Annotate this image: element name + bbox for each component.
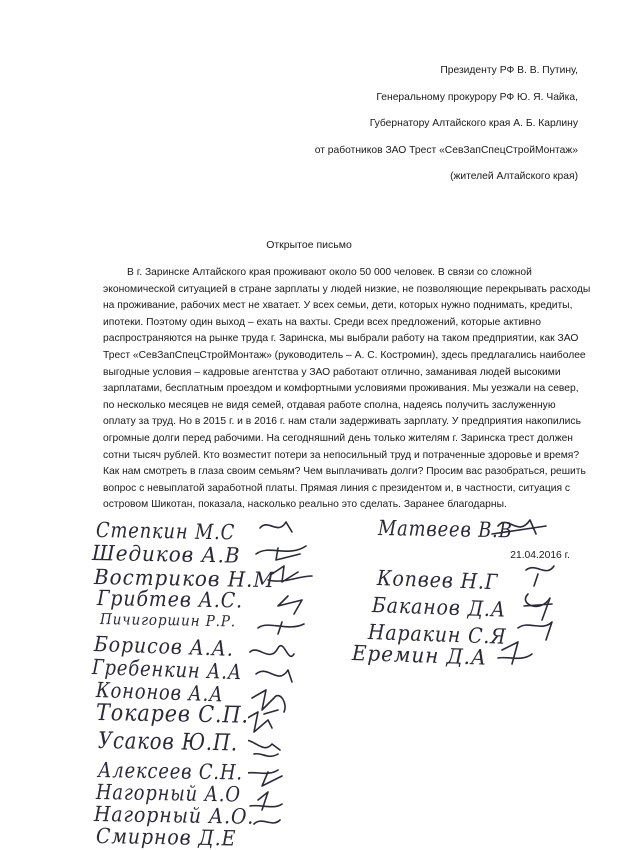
signature-name: Пичигоршин Р.Р. [99,610,237,631]
signature-name: Кононов А.А [95,678,225,707]
signature-name: Еремин Д.А [351,641,488,670]
signature-name: Копвев Н.Г [376,566,499,595]
signature-name: Шедиков А.В [91,541,241,568]
addressee-governor: Губернатору Алтайского края А. Б. Карлину [369,118,578,129]
signature-name: Усаков Ю.П. [97,728,239,757]
letter-body: В г. Заринске Алтайского края проживают около 50 000 человек. В связи со сложной экономической ситуацией в стране зарплаты у людей низкие, не позволяющие перекрывать расходы на проживание, рабочих мест не хватает. У всех семьи, дети, которых нужно поднимать, кредиты, ипотеки. Поэтому один выход – ехать на вахты. Среди всех предложений, которые активно распространяются на рынке труда г. Заринска, мы выбрали работу на таком предприятии, как ЗАО Трест «СевЗапСпецСтройМонтаж» (руководитель – А. С. Костромин), здесь предлагались наиболее выгодные условия – кадровые агентства у ЗАО работают отлично, заманивая людей высокими зарплатами, бесплатным проездом и комфортными условиями проживания. Мы уезжали на север, по несколько месяцев не видя семей, отдавая работе сполна, надеясь получить заслуженную оплату за труд. Но в 2015 г. и в 2016 г. нам стали задерживать зарплату. У предприятия накопились огромные долги перед рабочими. На сегодняшний день только жителям г. Заринска трест должен сотни тысяч рублей. Кто возместит потери за непосильный труд и потраченные здоровье и время? Как нам смотреть в глаза своим семьям? Чем выплачивать долги? Просим вас разобраться, решить вопрос с невыплатой заработной платы. Прямая линия с президентом и, в частности, ситуация с островом Шикотан, показала, насколько реально это сделать. Заранее благодарны. [103,267,591,511]
signature-scribbles-left [248,514,328,830]
signature-name: Матвеев В.В [377,516,513,543]
signature-name: Нагорный А.О [95,780,242,807]
letter-title: Открытое письмо [266,239,352,251]
addressee-prosecutor: Генеральному прокурору РФ Ю. Я. Чайка, [376,91,578,103]
signature-name: Смирнов Д.Е [95,824,237,850]
signature-name: Алексеев С.Н. [97,758,244,785]
signature-name: Нагорный А.О. [93,802,255,829]
signature-name: Грибтев А.С. [96,586,244,613]
signature-name: Токарев С.П. [95,700,250,729]
letter-date: 21.04.2016 г. [510,550,570,561]
signature-name: Степкин М.С [95,518,236,545]
signature-name: Востриков Н.М [93,565,275,593]
signature-scribbles-right [488,508,568,678]
addressee-block [315,58,578,191]
addressee-president: Президенту РФ В. В. Путину, [440,65,578,76]
signature-name: Баканов Д.А [371,593,507,622]
sender-note: (жителей Алтайского края) [450,171,578,182]
sender-line: от работников ЗАО Трест «СевЗапСпецСтройМонтаж» [314,144,578,156]
signature-name: Гребенкин А.А [91,655,243,685]
signature-name: Наракин С.Я [367,620,508,649]
signature-name: Борисов А.А. [93,632,235,661]
